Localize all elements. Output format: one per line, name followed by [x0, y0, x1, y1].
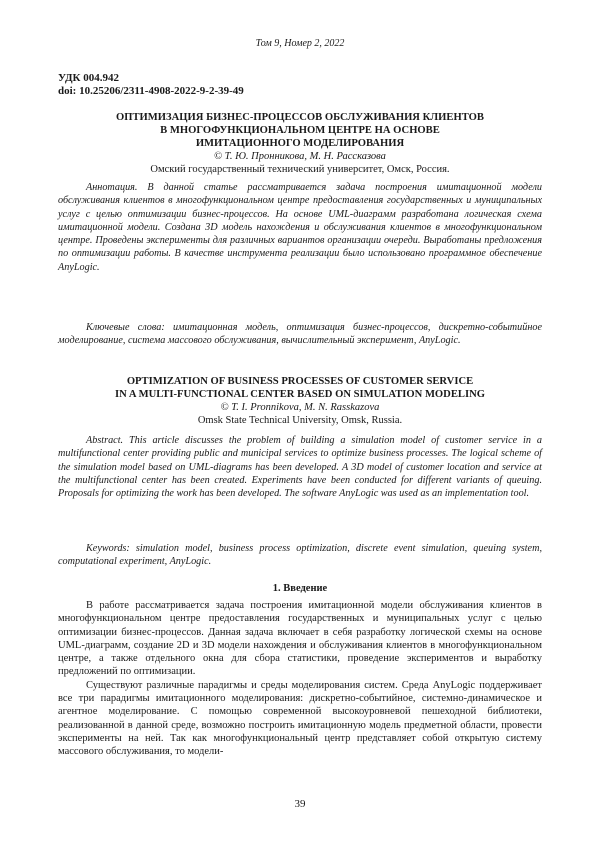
- keywords-en: Keywords: simulation model, business process optimization, discrete event simulation, queuing system, computational experiment, AnyLogic.: [58, 543, 542, 568]
- affiliation-ru: Омский государственный технический университет, Омск, Россия.: [150, 164, 450, 175]
- doi: doi: 10.25206/2311-4908-2022-9-2-39-49: [58, 85, 244, 97]
- title-en-line-1: OPTIMIZATION OF BUSINESS PROCESSES OF CUSTOMER SERVICE: [126, 376, 474, 387]
- identifier-block: [58, 72, 244, 98]
- udc-code: УДК 004.942: [58, 72, 120, 84]
- title-en-line-2: IN A MULTI-FUNCTIONAL CENTER BASED ON SIMULATION MODELING: [115, 389, 485, 400]
- body-paragraph-2: Существуют различные парадигмы и среды моделирования систем. Среда AnyLogic поддерживает все три парадигмы имитационного моделирования: дискретно-событийное, системно-динамическое и агентное моделирование. С помощью современной высокоуровневой пешеходной библиотеки, реализованной в данной среде, возможно построить имитационную модель предметной области, провести эксперименты на ней. Так как многофункциональный центр представляет собой открытую систему массового обслуживания, то модели-: [58, 679, 542, 758]
- abstract-ru: Аннотация. В данной статье рассматривается задача построения имитационной модели обслуживания клиентов в многофункциональном центре предоставления государственных и муниципальных услуг с целью оптимизации бизнес-процессов. На основе UML-диаграмм разработана логическая схема имитационной модели. Создана 3D модель нахождения и обслуживания клиентов в многофункциональном центре. Проведены эксперименты для различных вариантов организации очереди. Выработаны предложения по оптимизации работы. В качестве инструмента реализации было использовано программное обеспечение AnyLogic.: [58, 182, 542, 273]
- title-ru-line-1: ОПТИМИЗАЦИЯ БИЗНЕС-ПРОЦЕССОВ ОБСЛУЖИВАНИЯ КЛИЕНТОВ: [116, 112, 484, 123]
- authors-ru: © Т. Ю. Пронникова, М. Н. Рассказова: [214, 151, 386, 162]
- body-paragraph-1: В работе рассматривается задача построения имитационной модели обслуживания клиентов в многофункциональном центре предоставления государственных и муниципальных услуг с целью оптимизации бизнес-процессов. Данная задача включает в себя разработку логической схемы на основе UML-диаграмм, создание 2D и 3D модели нахождения и обслуживания клиентов в многофункциональном центре, а также отдельного окна для сбора статистики, проведение экспериментов и выработку предложений по оптимизации.: [58, 600, 542, 678]
- title-ru-line-3: ИМИТАЦИОННОГО МОДЕЛИРОВАНИЯ: [195, 138, 405, 149]
- affiliation-en: Omsk State Technical University, Omsk, Russia.: [197, 415, 403, 426]
- section-heading: 1. Введение: [272, 583, 328, 594]
- keywords-ru: Ключевые слова: имитационная модель, оптимизация бизнес-процессов, дискретно-событийное моделирование, система массового обслуживания, вычислительный эксперимент, AnyLogic.: [58, 322, 542, 347]
- title-ru-line-2: В МНОГОФУНКЦИОНАЛЬНОМ ЦЕНТРЕ НА ОСНОВЕ: [160, 125, 440, 136]
- page-number: 39: [294, 798, 306, 810]
- title-block-en: [58, 375, 542, 427]
- title-block-ru: [58, 111, 542, 176]
- section-body: [58, 599, 542, 759]
- authors-en: © T. I. Pronnikova, M. N. Rasskazova: [220, 402, 380, 413]
- running-head: Том 9, Номер 2, 2022: [255, 38, 345, 49]
- abstract-en: Abstract. This article discusses the problem of building a simulation model of customer service in a multifunctional center providing public and municipal services to optimize business processes. The logical scheme of the simulation model based on UML-diagrams has been developed. A 3D model of customer location and service at the multifunctional center has been created. Experiments have been conducted for different variants of queuing. Proposals for optimizing the work has been developed. The software AnyLogic was used as an implementation tool.: [58, 435, 542, 500]
